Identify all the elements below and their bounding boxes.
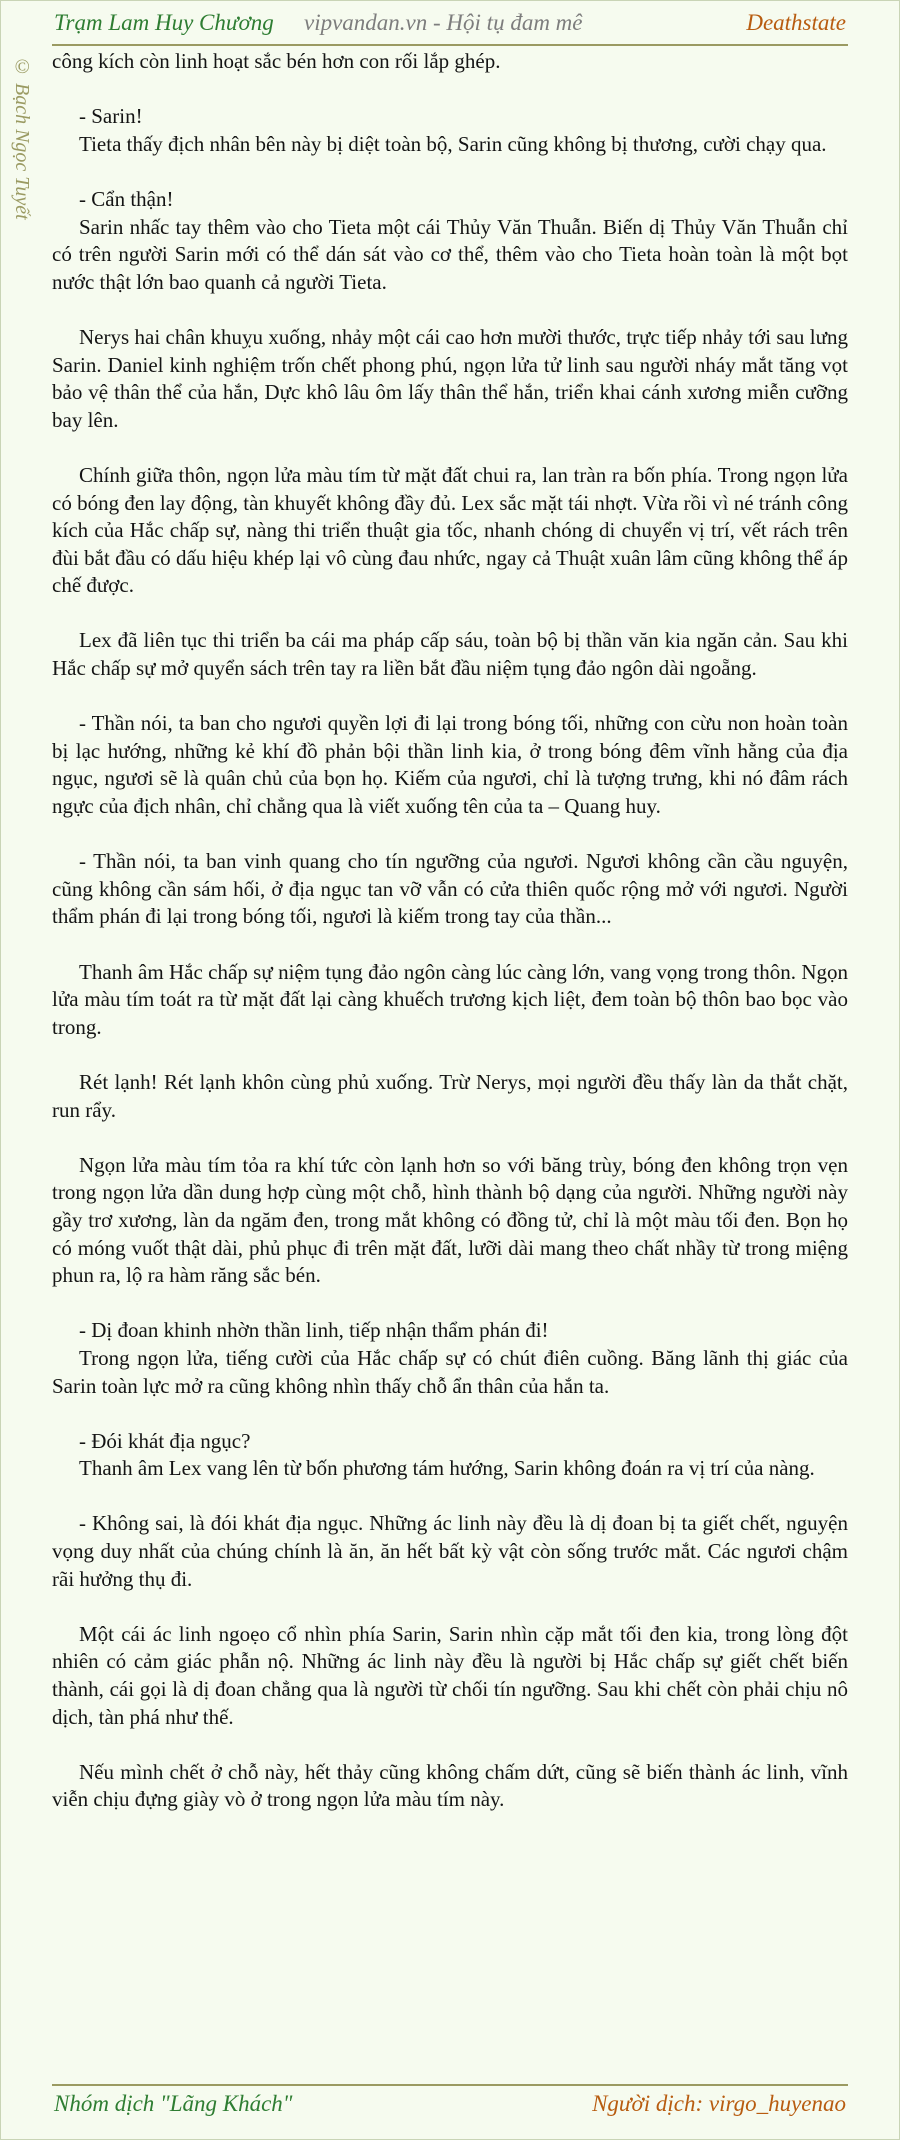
paragraph: công kích còn linh hoạt sắc bén hơn con rối lắp ghép. (52, 49, 501, 73)
site-name: Trạm Lam Huy Chương (54, 10, 274, 35)
paragraph: Chính giữa thôn, ngọn lửa màu tím từ mặt đất chui ra, lan tràn ra bốn phía. Trong ngọn lửa có bóng đen lay động, tàn khuyết không đầy đủ. Lex sắc mặt tái nhợt. Vừa rồi vì né tránh công kích của Hắc chấp sự, nàng thi triển thuật gia tốc, nhanh chóng di chuyển vị trí, vết rách trên đùi bắt đầu có dấu hiệu khép lại vô cùng đau nhức, ngay cả Thuật xuân lâm cũng không thể áp chế được. (52, 462, 849, 598)
paragraph: Tieta thấy địch nhân bên này bị diệt toàn bộ, Sarin cũng không bị thương, cười chạy qua. (79, 131, 827, 156)
side-watermark (10, 56, 40, 256)
paragraph: Ngọn lửa màu tím tỏa ra khí tức còn lạnh hơn so với băng trùy, bóng đen không trọn vẹn trong ngọn lửa dần dung hợp cùng một chỗ, hình thành bộ dạng của người. Những người này gầy trơ xương, làn da ngăm đen, trong mắt không có đồng tử, chỉ là một màu tối đen. Bọn họ có móng vuốt thật dài, phủ phục đi trên mặt đất, lưỡi dài mang theo chất nhầy từ trong miệng phun ra, lộ ra hàm răng sắc bén. (52, 1152, 848, 1288)
site-slogan: vipvandan.vn - Hội tụ đam mê (304, 10, 583, 35)
dialogue-line: - Dị đoan khinh nhờn thần linh, tiếp nhận thẩm phán đi! (79, 1318, 549, 1343)
dialogue-line: - Thần nói, ta ban vinh quang cho tín ngưỡng của ngươi. Ngươi không cần cầu nguyện, cũng không cần sám hối, ở địa ngục tan vỡ vẫn có cửa thiên quốc rộng mở với ngươi. Người thẩm phán đi lại trong bóng tối, ngươi là kiếm trong tay của thần... (52, 849, 848, 929)
paragraph: Rét lạnh! Rét lạnh khôn cùng phủ xuống. Trừ Nerys, mọi người đều thấy làn da thắt chặt, run rẩy. (52, 1069, 848, 1122)
paragraph: Thanh âm Hắc chấp sự niệm tụng đảo ngôn càng lúc càng lớn, vang vọng trong thôn. Ngọn lửa màu tím toát ra từ mặt đất lại càng khuếch trương kịch liệt, đem toàn bộ thôn bao bọc vào trong. (52, 959, 848, 1039)
dialogue-line: - Sarin! (79, 104, 143, 129)
paragraph: Nếu mình chết ở chỗ này, hết thảy cũng không chấm dứt, cũng sẽ biến thành ác linh, vĩnh viễn chịu đựng giày vò ở trong ngọn lửa màu tím này. (52, 1759, 848, 1812)
paragraph: Nerys hai chân khuỵu xuống, nhảy một cái cao hơn mười thước, trực tiếp nhảy tới sau lưng Sarin. Daniel kinh nghiệm trốn chết phong phú, ngọn lửa tử linh sau người nháy mắt tăng vọt bảo vệ thân thể của hắn, Dực khô lâu ôm lấy thân thể hắn, triển khai cánh xương miễn cưỡng bay lên. (52, 324, 848, 432)
dialogue-line: - Thần nói, ta ban cho ngươi quyền lợi đi lại trong bóng tối, những con cừu non hoàn toàn bị lạc hướng, những kẻ khí đồ phản bội thần linh kia, ở trong bóng đêm vĩnh hằng của địa ngục, ngươi sẽ là quân chủ của bọn họ. Kiếm của ngươi, chỉ là tượng trưng, khi nó đâm rách ngực của địch nhân, chỉ chẳng qua là viết xuống tên của ta – Quang huy. (52, 711, 848, 819)
translation-group: Nhóm dịch "Lãng Khách" (54, 2091, 293, 2116)
paragraph: Thanh âm Lex vang lên từ bốn phương tám hướng, Sarin không đoán ra vị trí của nàng. (79, 1456, 815, 1481)
book-title: Deathstate (746, 10, 846, 35)
paragraph: Sarin nhấc tay thêm vào cho Tieta một cái Thủy Văn Thuẫn. Biến dị Thủy Văn Thuẫn chỉ có trên người Sarin mới có thể dán sát vào cơ thể, thêm vào cho Tieta hoàn toàn là một bọt nước thật lớn bao quanh cả người Tieta. (52, 214, 848, 294)
dialogue-line: - Cẩn thận! (79, 186, 174, 211)
dialogue-line: - Đói khát địa ngục? (79, 1428, 251, 1453)
paragraph: Lex đã liên tục thi triển ba cái ma pháp cấp sáu, toàn bộ bị thần văn kia ngăn cản. Sau khi Hắc chấp sự mở quyển sách trên tay ra liền bắt đầu niệm tụng đảo ngôn dài ngoẵng. (52, 628, 848, 681)
paragraph: Trong ngọn lửa, tiếng cười của Hắc chấp sự có chút điên cuồng. Băng lãnh thị giác của Sarin toàn lực mở ra cũng không nhìn thấy chỗ ẩn thân của hắn ta. (52, 1345, 848, 1398)
page-footer (52, 2084, 848, 2126)
copyright-text: © Bạch Ngọc Tuyết (11, 56, 33, 220)
translator-credit: Người dịch: virgo_huyenao (592, 2091, 846, 2116)
page-header (52, 8, 848, 46)
dialogue-line: - Không sai, là đói khát địa ngục. Những ác linh này đều là dị đoan bị ta giết chết, nguyện vọng duy nhất của chúng chính là ăn, ăn hết bất kỳ vật còn sống trước mắt. Các ngươi chậm rãi hưởng thụ đi. (52, 1511, 848, 1591)
paragraph: Một cái ác linh ngoẹo cổ nhìn phía Sarin, Sarin nhìn cặp mắt tối đen kia, trong lòng đột nhiên có cảm giác phẫn nộ. Những ác linh này đều là người bị Hắc chấp sự giết chết biến thành, cái gọi là dị đoan chẳng qua là người từ chối tín ngưỡng. Sau khi chết còn phải chịu nô dịch, tàn phá như thế. (52, 1621, 848, 1729)
chapter-content (52, 48, 848, 2008)
